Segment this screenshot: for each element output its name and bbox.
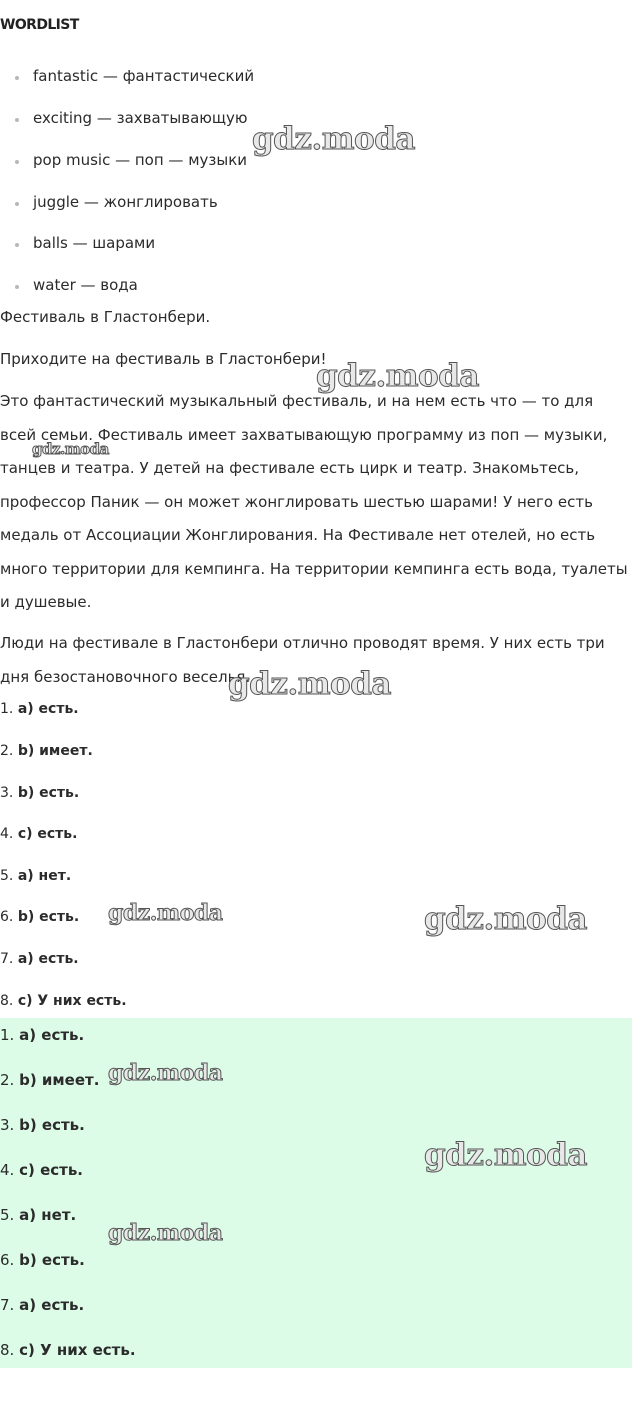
answer-box-item: 1. a) есть.	[0, 1026, 85, 1044]
answer-item: 6. b) есть.	[0, 909, 80, 925]
answer-item: 1. a) есть.	[0, 701, 79, 717]
answer-box-item: 4. c) есть.	[0, 1161, 84, 1179]
answer-item: 4. c) есть.	[0, 826, 78, 842]
answer-box-item: 2. b) имеет.	[0, 1071, 100, 1089]
wordlist-item: water — вода	[18, 276, 123, 294]
answer-box-item: 5. a) нет.	[0, 1206, 77, 1224]
answer-item: 8. c) У них есть.	[0, 993, 127, 1009]
watermark: gdz.moda	[108, 1220, 223, 1246]
answer-box-item: 8. c) У них есть.	[0, 1341, 136, 1359]
watermark: gdz.moda	[424, 901, 587, 937]
wordlist-item: exciting — захватывающую	[18, 109, 233, 127]
answer-box-item: 3. b) есть.	[0, 1116, 85, 1134]
wordlist-item: juggle — жонглировать	[18, 193, 203, 211]
answer-item: 7. a) есть.	[0, 951, 79, 967]
paragraph-title: Фестиваль в Гластонбери.	[0, 308, 211, 326]
answer-box-item: 6. b) есть.	[0, 1251, 85, 1269]
answer-item: 2. b) имеет.	[0, 743, 93, 759]
wordlist-item: pop music — поп — музыки	[18, 151, 232, 169]
answer-box-item: 7. a) есть.	[0, 1296, 85, 1314]
answer-box	[0, 1018, 632, 1368]
answer-item: 5. a) нет.	[0, 868, 72, 884]
watermark: gdz.moda	[424, 1137, 587, 1173]
paragraph-description: Это фантастический музыкальный фестиваль, и на нем есть что — то для всей семьи. Фестиваль имеет захватывающую программу из поп — музыки, танцев и театра. У детей на фестивале есть цирк и театр. Знакомьтесь, профессор Паник — он может жонглировать шестью шарами! У него есть медаль от Ассоциации Жонглирования. На Фестивале нет отелей, но есть много территории для кемпинга. На территории кемпинга есть вода, туалеты и душевые.	[0, 392, 628, 611]
watermark: gdz.moda	[108, 900, 223, 926]
watermark: gdz.moda	[252, 121, 415, 157]
answer-item: 3. b) есть.	[0, 785, 80, 801]
wordlist-item: balls — шарами	[18, 234, 140, 252]
watermark: gdz.moda	[108, 1060, 223, 1086]
wordlist-item: fantastic — фантастический	[18, 67, 239, 85]
wordlist-heading: WORDLIST	[0, 17, 79, 33]
watermark: gdz.moda	[316, 358, 479, 394]
paragraph-invite: Приходите на фестиваль в Гластонбери!	[0, 350, 327, 368]
paragraph-summary: Люди на фестивале в Гластонбери отлично проводят время. У них есть три дня безостановочного веселья.	[0, 634, 605, 686]
watermark: gdz.moda	[32, 440, 109, 458]
watermark: gdz.moda	[228, 666, 391, 702]
